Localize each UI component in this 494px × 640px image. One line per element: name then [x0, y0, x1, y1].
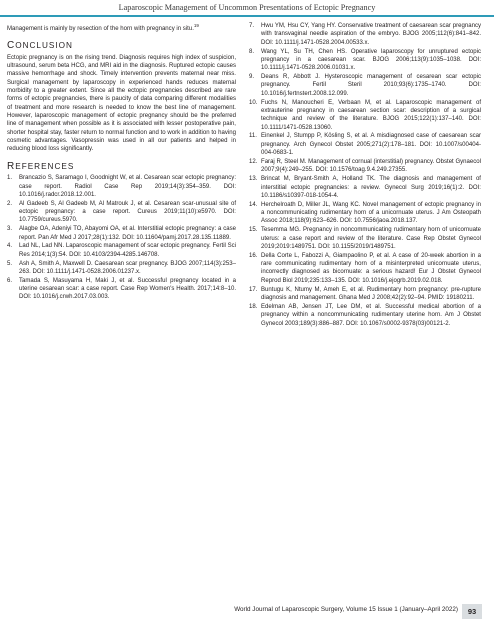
references-heading-rest: EFERENCES — [15, 161, 75, 171]
reference-text: Herchelroath D, Miller JL, Wang KC. Novel management of ectopic pregnancy in a noncommunicating rudimentary horn of a unicornuate uterus. J Am Osteopath Assoc 2018;118(9):623–626. DOI: 10.7556/jaoa.2018.137. — [261, 201, 481, 225]
reference-text: Brancazio S, Saramago I, Goodnight W, et al. Cesarean scar ectopic pregnancy: case report. Radiol Case Rep 2019;14(3):354–359. DOI: 10.1016/j.radcr.2018.12.001. — [19, 175, 236, 198]
reference-number: 15. — [249, 227, 258, 234]
references-heading — [7, 160, 236, 172]
reference-number: 14. — [249, 201, 258, 208]
reference-item — [249, 226, 481, 251]
reference-item — [249, 48, 481, 73]
reference-text: Ash A, Smith A, Maxwell D. Caesarean scar pregnancy. BJOG 2007;114(3):253–263. DOI: 10.1111/j.1471-0528.2006.01237.x. — [19, 260, 236, 275]
reference-text: Hwu YM, Hsu CY, Yang HY. Conservative treatment of caesarean scar pregnancy with transvaginal needle aspiration of the embryo. BJOG 2005;112(6):841–842. DOI: 10.1111/j.1471-0528.2004.00533.x. — [261, 23, 481, 46]
reference-text: Einenkel J, Stumpp P, Kösling S, et al. A misdiagnosed case of caesarean scar pregnancy. Arch Gynecol Obstet 2005;271(2):178–181. DOI: 10.1007/s00404-004-0683-1. — [261, 133, 481, 157]
page-number: 93 — [462, 604, 482, 619]
reference-number: 16. — [249, 252, 258, 259]
reference-item — [249, 201, 481, 226]
reference-item — [7, 242, 236, 259]
reference-item — [249, 132, 481, 157]
reference-text: Edelman AB, Jensen JT, Lee DM, et al. Successful medical abortion of a pregnancy within a noncommunicating rudimentary uterine horn. Am J Obstet Gynecol 2003;189(3):886–887. DOI: 10.1067/s0002-9378(03)00121-2. — [261, 303, 481, 327]
reference-number: 1. — [7, 175, 13, 182]
reference-text: Lad NL, Lad NN. Laparoscopic management of scar ectopic pregnancy. Fertil Sci Res 2014;1(3):54. DOI: 10.4103/2394-4285.146708. — [19, 243, 236, 258]
reference-text: Faraj R, Steel M. Management of cornual (interstitial) pregnancy. Obstet Gynaecol 2007;9(4):249–255. DOI: 10.1576/toag.9.4.249.27355. — [261, 159, 481, 174]
reference-number: 3. — [7, 226, 13, 233]
reference-number: 17. — [249, 286, 258, 293]
reference-item — [249, 286, 481, 303]
reference-number: 11. — [249, 133, 257, 140]
reference-list-right — [249, 22, 481, 328]
running-header — [0, 0, 494, 16]
reference-number: 12. — [249, 159, 258, 165]
conclusion-heading — [7, 42, 236, 50]
header-rule — [0, 15, 494, 17]
reference-item — [249, 99, 481, 132]
page-footer — [0, 604, 494, 620]
reference-item — [249, 175, 481, 200]
running-title: Laparoscopic Management of Uncommon Presentations of Ectopic Pregnancy — [118, 3, 376, 12]
reference-text: Alagbe OA, Adeniyi TO, Abayomi OA, et al. Interstitial ectopic pregnancy: a case report. Pan Afr Med J 2017;28(1):132. DOI: 10.11604/pamj.2017.28.135.11889. — [19, 226, 236, 241]
right-column — [249, 22, 481, 328]
journal-citation: World Journal of Laparoscopic Surgery, Volume 15 Issue 1 (January–April 2022) — [234, 606, 458, 613]
reference-text: Al Gadeeb S, Al Gadeeb M, Al Matrouk J, et al. Cesarean scar-unusual site of ectopic pregnancy: a case report. Cureus 2019;11(10):e5970. DOI: 10.7759/cureus.5970. — [19, 200, 236, 224]
left-column — [7, 22, 236, 302]
reference-item — [7, 200, 236, 225]
reference-list-left — [7, 174, 236, 302]
reference-item — [249, 73, 481, 98]
reference-text: Tamada S, Masuyama H, Maki J, et al. Successful pregnancy located in a uterine cesarean scar: a case report. Case Rep Women's Health. 2017;14:8–10. DOI: 10.1016/j.crwh.2017.03.003. — [19, 277, 236, 301]
reference-number: 9. — [249, 74, 255, 81]
reference-text: Tesemma MG. Pregnancy in noncommunicating rudimentary horn of unicornuate uterus: a case report and review of the literature. Case Rep Obstet Gynecol 2019;2019:1489751. DOI: 10.1155/2019/1489751. — [261, 227, 481, 250]
intro-text: Management is mainly by resection of the horn with pregnancy in situ. — [7, 26, 194, 33]
reference-number: 2. — [7, 200, 13, 207]
reference-number: 13. — [249, 176, 258, 183]
reference-text: Wang YL, Su TH, Chen HS. Operative laparoscopy for unruptured ectopic pregnancy in a caesarean scar. BJOG 2006;113(9):1035–1038. DOI: 10.1111/j.1471-0528.2006.01031.x. — [261, 48, 481, 72]
reference-item — [7, 174, 236, 199]
conclusion-heading-cap: C — [7, 40, 16, 52]
reference-text: Fuchs N, Manoucheri E, Verbaan M, et al. Laparoscopic management of extrauterine pregnancy in caesarean section scar: description of a surgical technique and review of the literature. BJOG 2015;122(1):137–140. DOI: 10.1111/1471-0528.13060. — [261, 99, 481, 131]
conclusion-paragraph: Ectopic pregnancy is on the rising trend. Diagnosis requires high index of suspicion, ultrasound, serum beta HCG, and MRI aid in the diagnosis. Ruptured ectopic causes massive hemorrhage and shock. Timely intervention prevents maternal near miss. Surgical management by laparoscopy in experienced hands reduces maternal morbidity to a greater extent. Since all the ectopic pregnancies described are rare forms of ectopic pregnancies, there is paucity of data comparing different modalities of treatment and more research is needed to know the best line of management. However, laparoscopic management of ectopic pregnancy should be the preferred line of management when possible as it is associated with lesser postoperative pain, shorter hospital stay, faster return to normal function and to work in addition to having cosmetic advantages. Vasopressin was used in all our patients and helped in reducing blood loss significantly. — [7, 54, 236, 153]
reference-number: 8. — [249, 48, 255, 55]
reference-number: 18. — [249, 303, 258, 310]
reference-item — [249, 158, 481, 175]
reference-text: Deans R, Abbott J. Hysteroscopic management of cesarean scar ectopic pregnancy. Fertil Steril 2010;93(6):1735–1740. DOI: 10.1016/j.fertnstert.2008.12.099. — [261, 74, 481, 97]
reference-number: 10. — [249, 99, 258, 106]
reference-text: Buntugu K, Ntumy M, Ameh E, et al. Rudimentary horn pregnancy: pre-rupture diagnosis and management. Ghana Med J 2008;42(2):92–94. PMID: 19180211. — [261, 286, 481, 301]
reference-item — [249, 303, 481, 328]
reference-number: 4. — [7, 243, 13, 250]
reference-number: 7. — [249, 23, 255, 29]
intro-paragraph — [7, 22, 236, 33]
reference-item — [7, 277, 236, 302]
reference-item — [249, 22, 481, 47]
reference-item — [7, 260, 236, 277]
reference-item — [249, 252, 481, 285]
references-heading-cap: R — [7, 160, 16, 172]
reference-number: 5. — [7, 260, 13, 267]
reference-number: 6. — [7, 277, 13, 284]
reference-text: Brincat M, Bryant-Smith A, Holland TK. The diagnosis and management of interstitial ectopic pregnancies: a review. Gynecol Surg 2019;16(1):2. DOI: 10.1186/s10397-018-1054-4. — [261, 176, 481, 199]
reference-text: Della Corte L, Fabozzi A, Giampaolino P, et al. A case of 20-week abortion in a rare communicating rudimentary horn of a misinterpreted unicornuate uterus, incorrectly diagnosed as bicornuate: a serious hazard! Eur J Obstet Gynecol Reprod Biol 2019;235:133–135. DOI: 10.1016/j.ejogrb.2019.02.018. — [261, 252, 481, 284]
reference-item — [7, 225, 236, 242]
intro-citation: 19 — [193, 23, 199, 28]
conclusion-heading-rest: ONCLUSION — [15, 41, 73, 51]
